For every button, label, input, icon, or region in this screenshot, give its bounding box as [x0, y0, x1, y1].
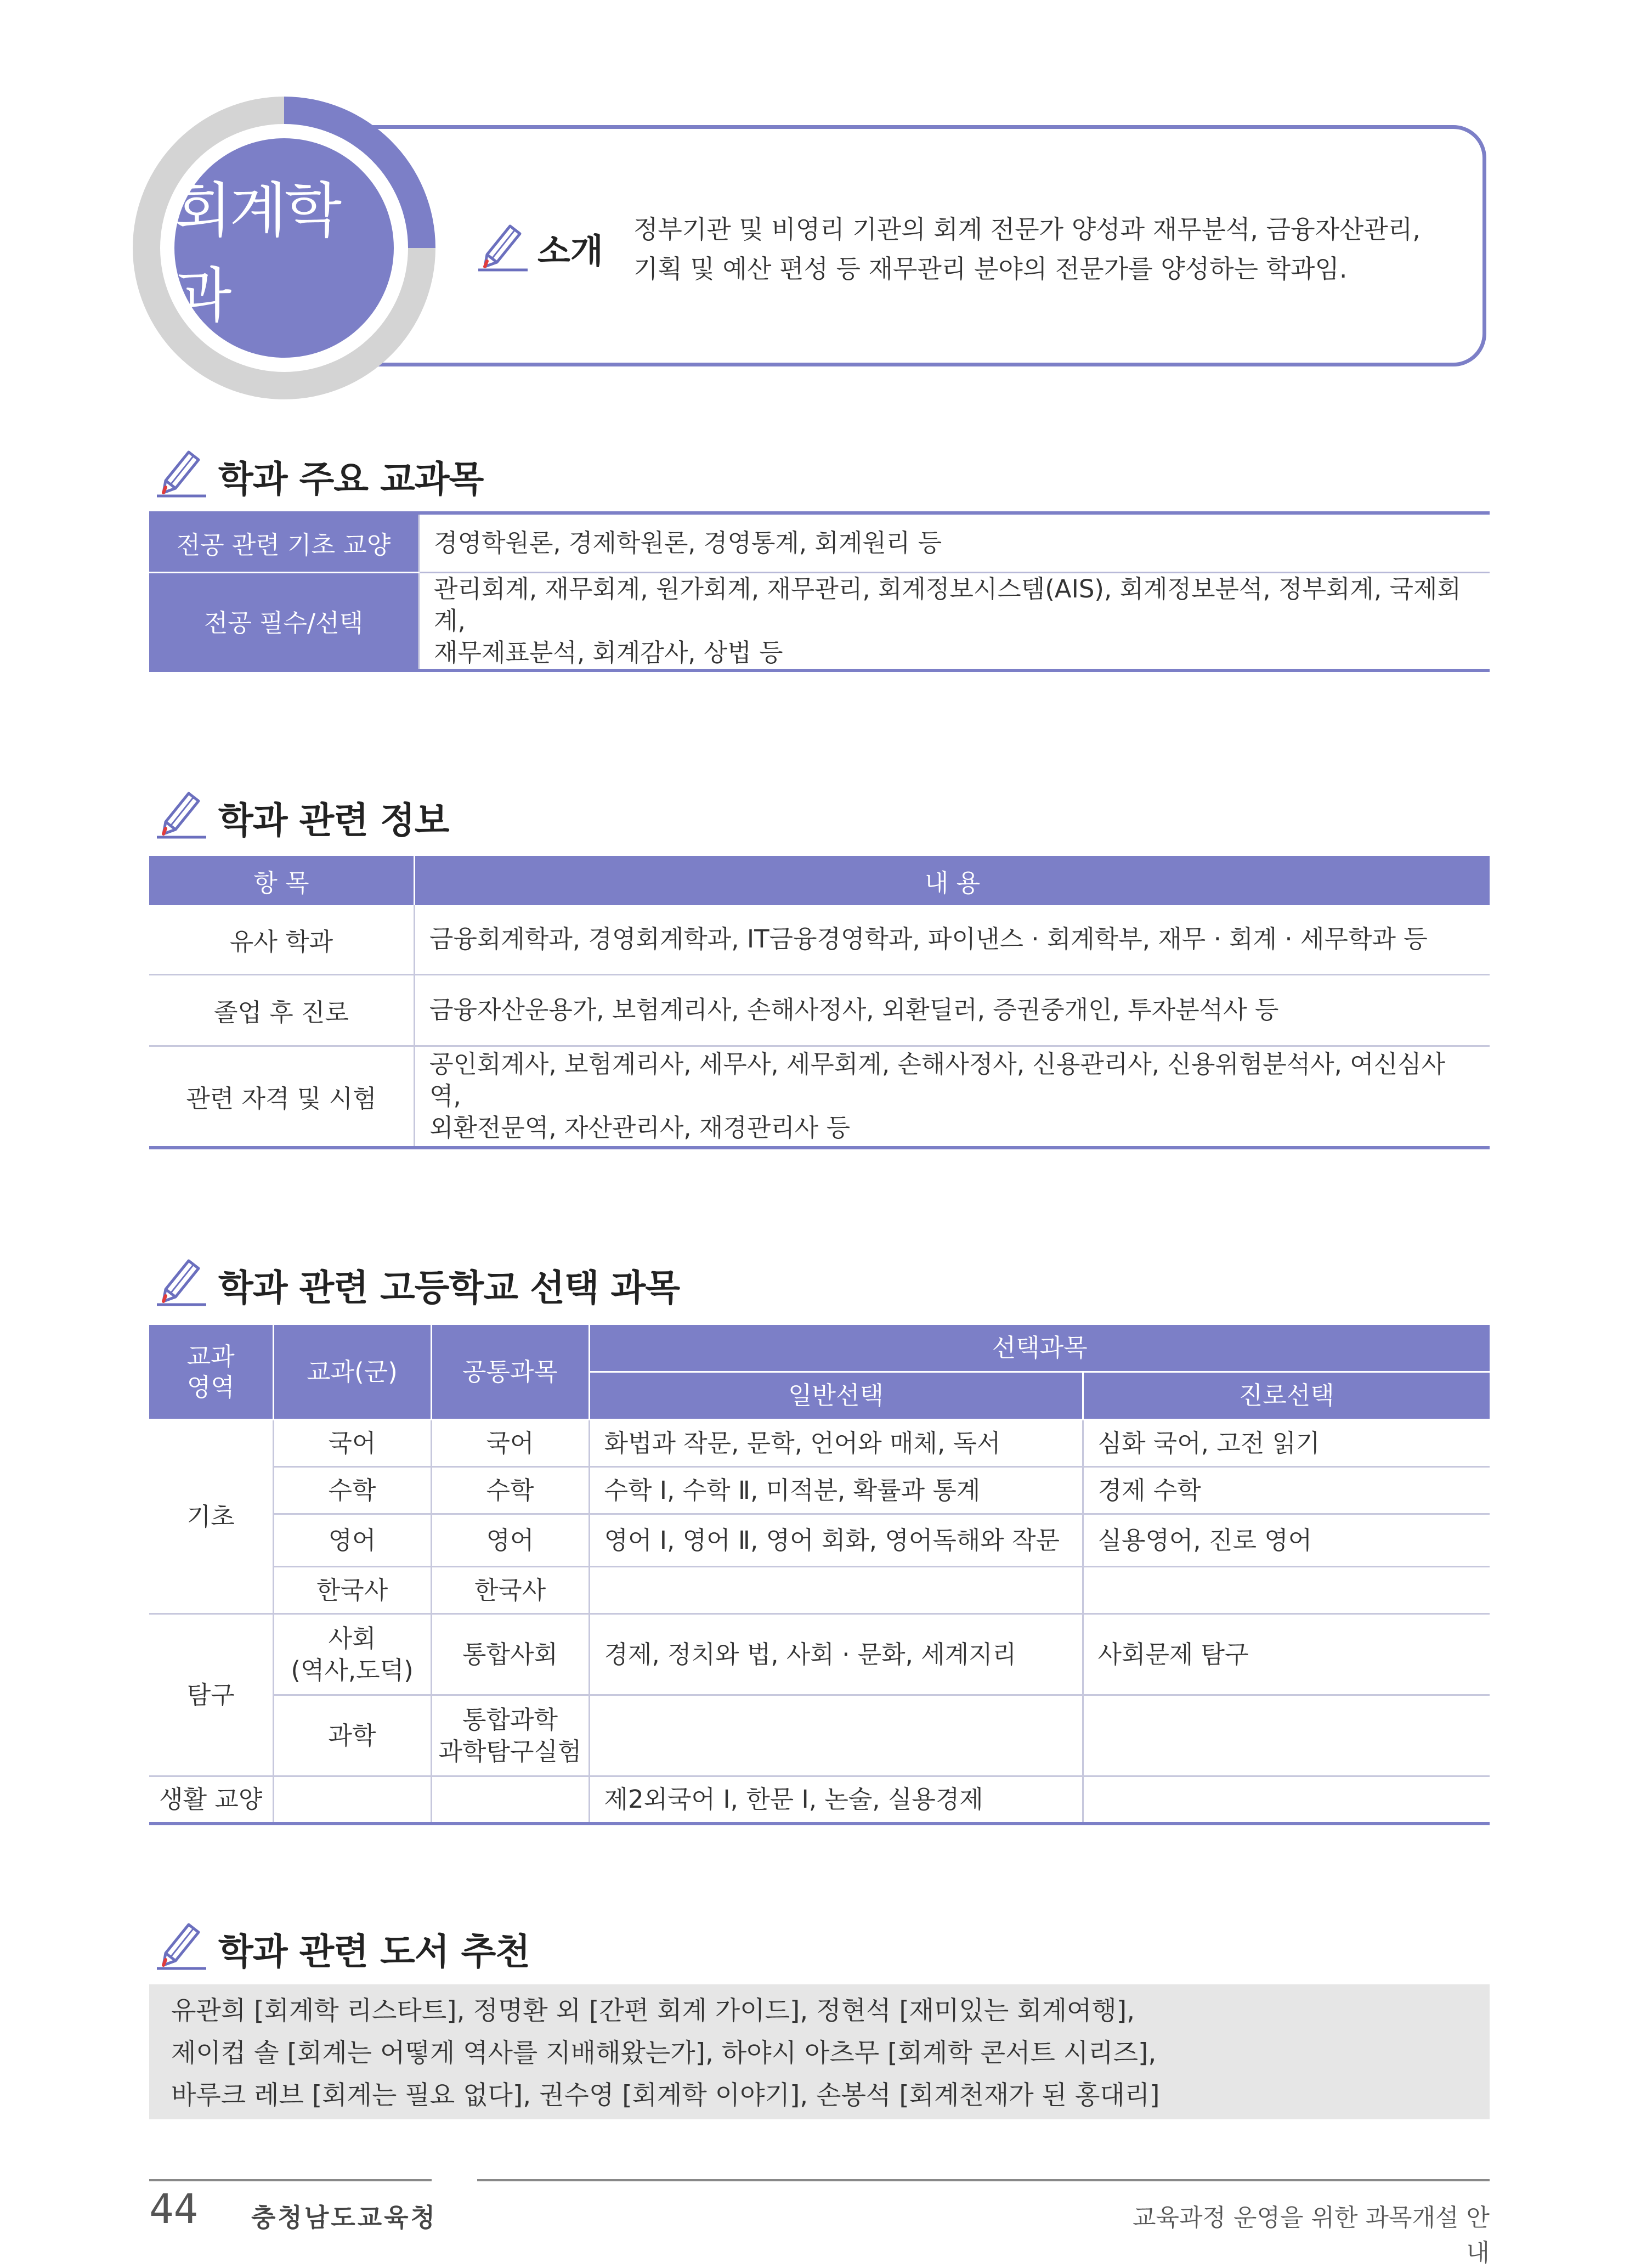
page-number: 44: [149, 2186, 199, 2233]
header-line: 교과: [186, 1341, 235, 1371]
career-cell: [1083, 1776, 1490, 1824]
info-table: [149, 856, 1490, 1149]
table-row: [149, 1420, 1490, 1467]
column-header-common: 공통과목: [431, 1324, 589, 1420]
pencil-icon: [149, 783, 210, 844]
value-line: 재무제표분석, 회계감사, 상법 등: [434, 637, 783, 667]
book-line: 제이컵 솔 [회계는 어떻게 역사를 지배해왔는가], 하야시 아츠무 [회계학 콘서트 시리즈],: [171, 2038, 1157, 2068]
group-cell: 수학: [273, 1467, 431, 1514]
table-row: [149, 1467, 1490, 1514]
table-row: [149, 1567, 1490, 1614]
value-line: 외환전문역, 자산관리사, 재경관리사 등: [429, 1113, 851, 1143]
general-cell: 제2외국어 Ⅰ, 한문 Ⅰ, 논술, 실용경제: [589, 1776, 1083, 1824]
table-row: [149, 1695, 1490, 1776]
row-value: [419, 572, 1490, 670]
row-label: 전공 관련 기초 교양: [149, 513, 419, 572]
common-cell: [431, 1776, 589, 1824]
guide-title: 교육과정 운영을 위한 과목개설 안내: [1133, 2204, 1490, 2267]
value-line: 경영학원론, 경제학원론, 경영통계, 회계원리 등: [434, 528, 942, 557]
row-value: [415, 974, 1490, 1046]
table-header-row: [149, 1324, 1490, 1372]
hs-subjects-table: [149, 1323, 1490, 1825]
cell-line: 과학탐구실험: [438, 1736, 582, 1766]
column-header-content: 내 용: [415, 856, 1490, 905]
general-cell: 경제, 정치와 법, 사회 · 문화, 세계지리: [589, 1614, 1083, 1695]
row-value: [419, 513, 1490, 572]
column-header-general: 일반선택: [589, 1372, 1083, 1420]
intro-text: [633, 210, 1467, 289]
section-title-books: 학과 관련 도서 추천: [218, 1931, 530, 1973]
value-line: 금융회계학과, 경영회계학과, IT금융경영학과, 파이낸스 · 회계학부, 재무 · 회계 · 세무학과 등: [429, 924, 1428, 954]
row-label: 관련 자격 및 시험: [149, 1046, 415, 1148]
group-cell: [273, 1776, 431, 1824]
column-header-item: 항 목: [149, 856, 415, 905]
section-title-hs-subjects: 학과 관련 고등학교 선택 과목: [218, 1267, 680, 1309]
column-header-select: 선택과목: [589, 1324, 1490, 1372]
cell-line: (역사,도덕): [291, 1655, 414, 1685]
row-label: 전공 필수/선택: [149, 572, 419, 670]
table-row: [149, 513, 1490, 572]
pencil-icon: [149, 1915, 210, 1975]
table-row: [149, 1514, 1490, 1567]
general-cell: [589, 1695, 1083, 1776]
row-label: 졸업 후 진로: [149, 974, 415, 1046]
cell-line: 통합과학: [462, 1705, 558, 1734]
career-cell: 심화 국어, 고전 읽기: [1083, 1420, 1490, 1467]
column-header-group: 교과(군): [273, 1324, 431, 1420]
table-header-row: [149, 856, 1490, 905]
footer-rule: [477, 2179, 1490, 2181]
pencil-icon: [149, 1251, 210, 1311]
intro-line: 기획 및 예산 편성 등 재무관리 분야의 전문가를 양성하는 학과임.: [633, 254, 1348, 284]
department-title: 회계학과: [174, 177, 339, 330]
area-cell: 생활 교양: [149, 1776, 273, 1824]
book-line: 바루크 레브 [회계는 필요 없다], 권수영 [회계학 이야기], 손봉석 [회계천재가 된 홍대리]: [171, 2080, 1160, 2111]
career-cell: 사회문제 탐구: [1083, 1614, 1490, 1695]
row-value: [415, 1046, 1490, 1148]
group-cell: 과학: [273, 1695, 431, 1776]
cell-line: 사회: [328, 1623, 376, 1653]
column-header-career: 진로선택: [1083, 1372, 1490, 1420]
courses-table: [149, 511, 1490, 672]
general-cell: 영어 Ⅰ, 영어 Ⅱ, 영어 회화, 영어독해와 작문: [589, 1514, 1083, 1567]
pencil-icon: [149, 442, 210, 503]
value-line: 관리회계, 재무회계, 원가회계, 재무관리, 회계정보시스템(AIS), 회계정보분석, 정부회계, 국제회계,: [434, 574, 1461, 635]
column-header-area: [149, 1324, 273, 1420]
intro-line: 정부기관 및 비영리 기관의 회계 전문가 양성과 재무분석, 금융자산관리,: [633, 215, 1421, 244]
table-row: [149, 572, 1490, 670]
value-line: 금융자산운용가, 보험계리사, 손해사정사, 외환딜러, 증권중개인, 투자분석사 등: [429, 995, 1279, 1024]
table-row: [149, 974, 1490, 1046]
value-line: 공인회계사, 보험계리사, 세무사, 세무회계, 손해사정사, 신용관리사, 신용위험분석사, 여신심사역,: [429, 1050, 1446, 1111]
general-cell: 화법과 작문, 문학, 언어와 매체, 독서: [589, 1420, 1083, 1467]
title-circle: [174, 138, 394, 358]
common-cell: 국어: [431, 1420, 589, 1467]
career-cell: 실용영어, 진로 영어: [1083, 1514, 1490, 1567]
area-cell: 기초: [149, 1420, 273, 1614]
area-cell: 탐구: [149, 1614, 273, 1776]
common-cell: 영어: [431, 1514, 589, 1567]
row-value: [415, 905, 1490, 974]
common-cell: 한국사: [431, 1567, 589, 1614]
common-cell: 수학: [431, 1467, 589, 1514]
common-cell: [431, 1695, 589, 1776]
section-title-info: 학과 관련 정보: [218, 799, 449, 842]
group-cell: 한국사: [273, 1567, 431, 1614]
career-cell: 경제 수학: [1083, 1467, 1490, 1514]
career-cell: [1083, 1567, 1490, 1614]
pencil-icon: [471, 216, 531, 277]
header-line: 영역: [186, 1372, 235, 1402]
group-cell: [273, 1614, 431, 1695]
intro-label: 소개: [537, 231, 603, 271]
group-cell: 영어: [273, 1514, 431, 1567]
common-cell: 통합사회: [431, 1614, 589, 1695]
book-line: 유관희 [회계학 리스타트], 정명환 외 [간편 회계 가이드], 정현석 [재미있는 회계여행],: [171, 1996, 1135, 2026]
table-row: [149, 1776, 1490, 1824]
table-row: [149, 1046, 1490, 1148]
career-cell: [1083, 1695, 1490, 1776]
general-cell: 수학 Ⅰ, 수학 Ⅱ, 미적분, 확률과 통계: [589, 1467, 1083, 1514]
general-cell: [589, 1567, 1083, 1614]
table-row: [149, 1614, 1490, 1695]
table-row: [149, 905, 1490, 974]
row-label: 유사 학과: [149, 905, 415, 974]
section-title-courses: 학과 주요 교과목: [218, 458, 484, 500]
books-box: [149, 1984, 1490, 2119]
group-cell: 국어: [273, 1420, 431, 1467]
footer-rule: [149, 2179, 432, 2181]
publisher: 충청남도교육청: [251, 2203, 438, 2232]
